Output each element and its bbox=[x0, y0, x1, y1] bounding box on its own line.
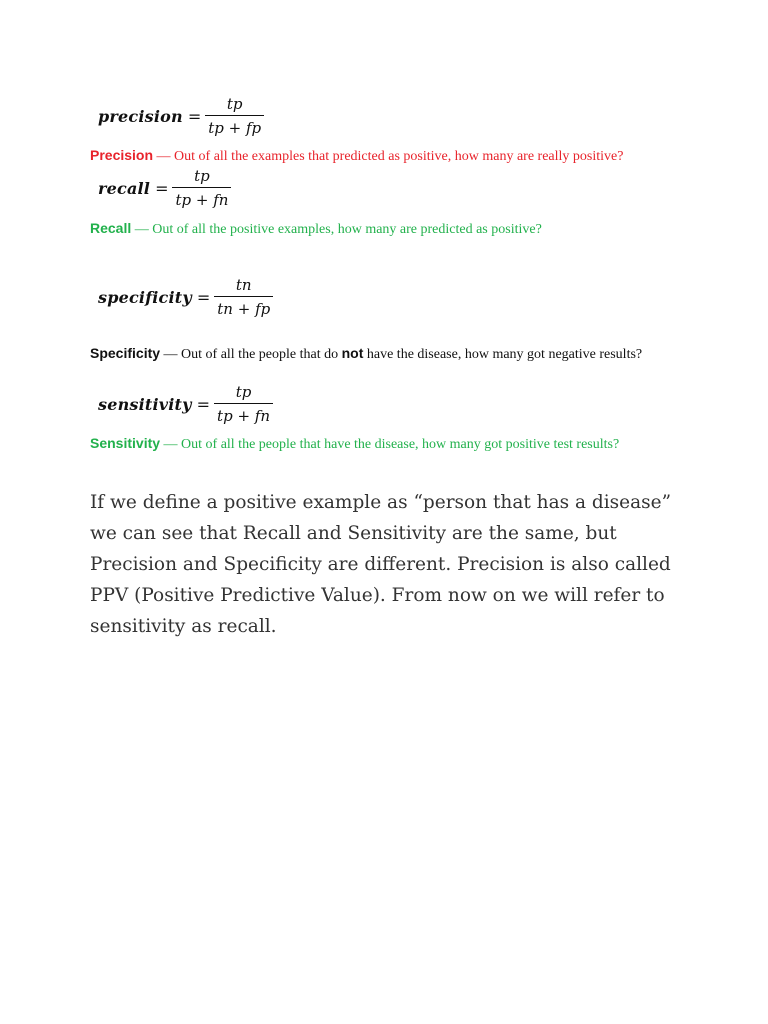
formula-lhs: precision bbox=[98, 106, 183, 126]
precision-formula bbox=[98, 95, 264, 137]
denominator: tp + fn bbox=[175, 191, 229, 209]
specificity-text-after: have the disease, how many got negative results? bbox=[363, 347, 643, 362]
precision-description bbox=[90, 146, 680, 166]
equals-sign: = bbox=[196, 394, 211, 414]
sensitivity-term: Sensitivity bbox=[90, 435, 161, 451]
precision-text: — Out of all the examples that predicted as positive, how many are really positive? bbox=[153, 149, 624, 164]
formula-lhs: sensitivity bbox=[98, 394, 192, 414]
denominator: tp + fn bbox=[217, 407, 270, 425]
fraction bbox=[172, 167, 231, 209]
fraction bbox=[214, 276, 273, 318]
recall-description bbox=[90, 219, 680, 239]
specificity-description bbox=[90, 344, 680, 364]
formula-lhs: recall bbox=[98, 178, 151, 198]
specificity-text-before: — Out of all the people that do bbox=[160, 347, 342, 362]
numerator: tn bbox=[235, 276, 252, 294]
equals-sign: = bbox=[196, 287, 211, 307]
sensitivity-description bbox=[90, 434, 680, 454]
specificity-formula bbox=[98, 276, 273, 318]
denominator: tp + fp bbox=[208, 119, 262, 137]
recall-term: Recall bbox=[90, 220, 132, 236]
formula-lhs: specificity bbox=[98, 287, 192, 307]
fraction bbox=[214, 383, 273, 425]
numerator: tp bbox=[235, 383, 252, 401]
specificity-emphasis: not bbox=[341, 345, 364, 361]
recall-text: — Out of all the positive examples, how many are predicted as positive? bbox=[131, 222, 542, 237]
equals-sign: = bbox=[155, 178, 169, 198]
precision-term: Precision bbox=[90, 147, 154, 163]
numerator: tp bbox=[226, 95, 243, 113]
summary-paragraph: If we define a positive example as “person that has a disease” we can see that Recall and Sensitivity are the same, but Precision and Specificity are different. Precision is also called PPV (Positive Predictive Value). From now on we will refer to sensitivity as recall. bbox=[90, 492, 672, 637]
equals-sign: = bbox=[187, 106, 202, 126]
denominator: tn + fp bbox=[217, 300, 271, 318]
sensitivity-text: — Out of all the people that have the disease, how many got positive test results? bbox=[160, 437, 620, 452]
sensitivity-formula bbox=[98, 383, 273, 425]
fraction bbox=[205, 95, 264, 137]
numerator: tp bbox=[194, 167, 210, 185]
recall-formula bbox=[98, 167, 231, 209]
specificity-term: Specificity bbox=[90, 345, 161, 361]
